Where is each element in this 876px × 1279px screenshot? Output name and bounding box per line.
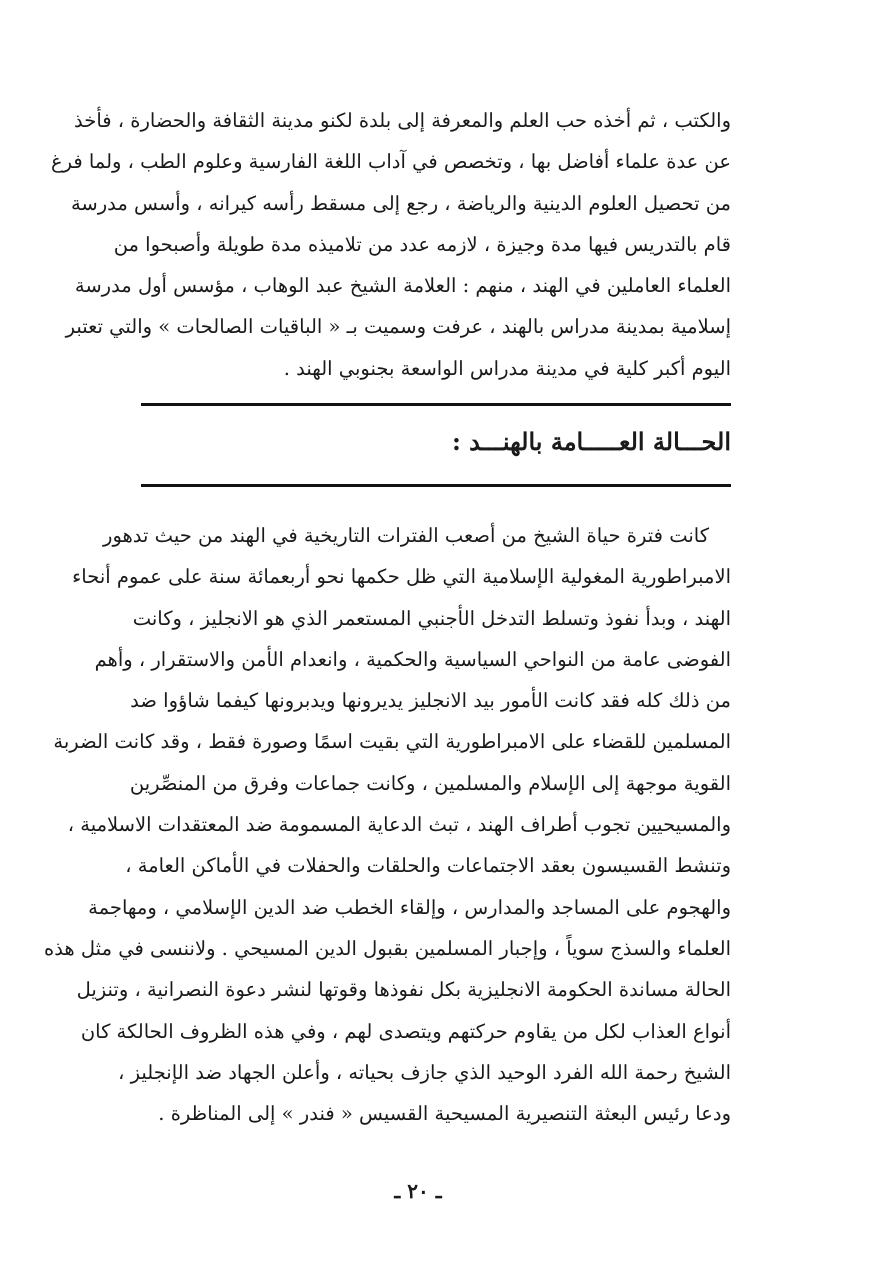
text-line: إسلامية بمدينة مدراس بالهند ، عرفت وسميت بـ « الباقيات الصالحات » والتي تعتبر xyxy=(65,315,731,339)
section-divider-bottom xyxy=(141,484,731,487)
text-line: الهند ، وبدأ نفوذ وتسلط التدخل الأجنبي المستعمر الذي هو الانجليز ، وكانت xyxy=(132,606,731,630)
text-line: وتنشط القسيسون بعقد الاجتماعات والحلقات والحفلات في الأماكن العامة ، xyxy=(125,854,731,878)
text-line: الحالة مساندة الحكومة الانجليزية بكل نفوذها وقوتها لنشر دعوة النصرانية ، وتنزيل xyxy=(76,978,731,1002)
section-divider-top xyxy=(141,403,731,406)
text-line: كانت فترة حياة الشيخ من أصعب الفترات التاريخية في الهند من حيث تدهور xyxy=(103,524,709,547)
text-line: من ذلك كله فقد كانت الأمور بيد الانجليز يديرونها ويدبرونها كيفما شاؤوا ضد xyxy=(130,689,731,713)
text-line: العلماء العاملين في الهند ، منهم : العلامة الشيخ عبد الوهاب ، مؤسس أول مدرسة xyxy=(74,274,731,298)
text-line: قام بالتدريس فيها مدة وجيزة ، لازمه عدد من تلاميذه مدة طويلة وأصبحوا من xyxy=(113,232,731,256)
text-line: عن عدة علماء أفاضل بها ، وتخصص في آداب اللغة الفارسية وعلوم الطب ، ولما فرغ xyxy=(50,150,731,174)
paragraph-1 xyxy=(50,100,731,389)
paragraph-2 xyxy=(43,515,731,1134)
text-line: القوية موجهة إلى الإسلام والمسلمين ، وكانت جماعات وفرق من المنصِّرين xyxy=(129,771,731,795)
text-line: من تحصيل العلوم الدينية والرياضة ، رجع إلى مسقط رأسه كيرانه ، وأسس مدرسة xyxy=(70,191,731,215)
text-line: والمسيحيين تجوب أطراف الهند ، تبث الدعاية المسمومة ضد المعتقدات الاسلامية ، xyxy=(67,813,731,837)
text-line: المسلمين للقضاء على الامبراطورية التي بقيت اسمًا وصورة فقط ، وقد كانت الضربة xyxy=(53,730,731,754)
text-line: اليوم أكبر كلية في مدينة مدراس الواسعة بجنوبي الهند . xyxy=(283,356,731,380)
section-heading: الحـــالة العـــــامة بالهنـــد : xyxy=(451,427,731,456)
text-line: ودعا رئيس البعثة التنصيرية المسيحية القسيس « فندر » إلى المناظرة . xyxy=(158,1102,731,1126)
text-line: العلماء والسذج سوياً ، وإجبار المسلمين بقبول الدين المسيحي . ولاننسى في مثل هذه xyxy=(43,936,731,960)
page-number: ـ ٢٠ ـ xyxy=(394,1179,442,1203)
text-line: والكتب ، ثم أخذه حب العلم والمعرفة إلى بلدة لكنو مدينة الثقافة والحضارة ، فأخذ xyxy=(74,109,731,132)
text-line: والهجوم على المساجد والمدارس ، وإلقاء الخطب ضد الدين الإسلامي ، ومهاجمة xyxy=(88,895,731,919)
text-line: الفوضى عامة من النواحي السياسية والحكمية ، وانعدام الأمن والاستقرار ، وأهم xyxy=(94,647,731,671)
text-line: أنواع العذاب لكل من يقاوم حركتهم ويتصدى لهم ، وفي هذه الظروف الحالكة كان xyxy=(80,1019,731,1043)
text-line: الشيخ رحمة الله الفرد الوحيد الذي جازف بحياته ، وأعلن الجهاد ضد الإنجليز ، xyxy=(118,1060,731,1084)
text-line: الامبراطورية المغولية الإسلامية التي ظل حكمها نحو أربعمائة سنة على عموم أنحاء xyxy=(72,565,731,589)
